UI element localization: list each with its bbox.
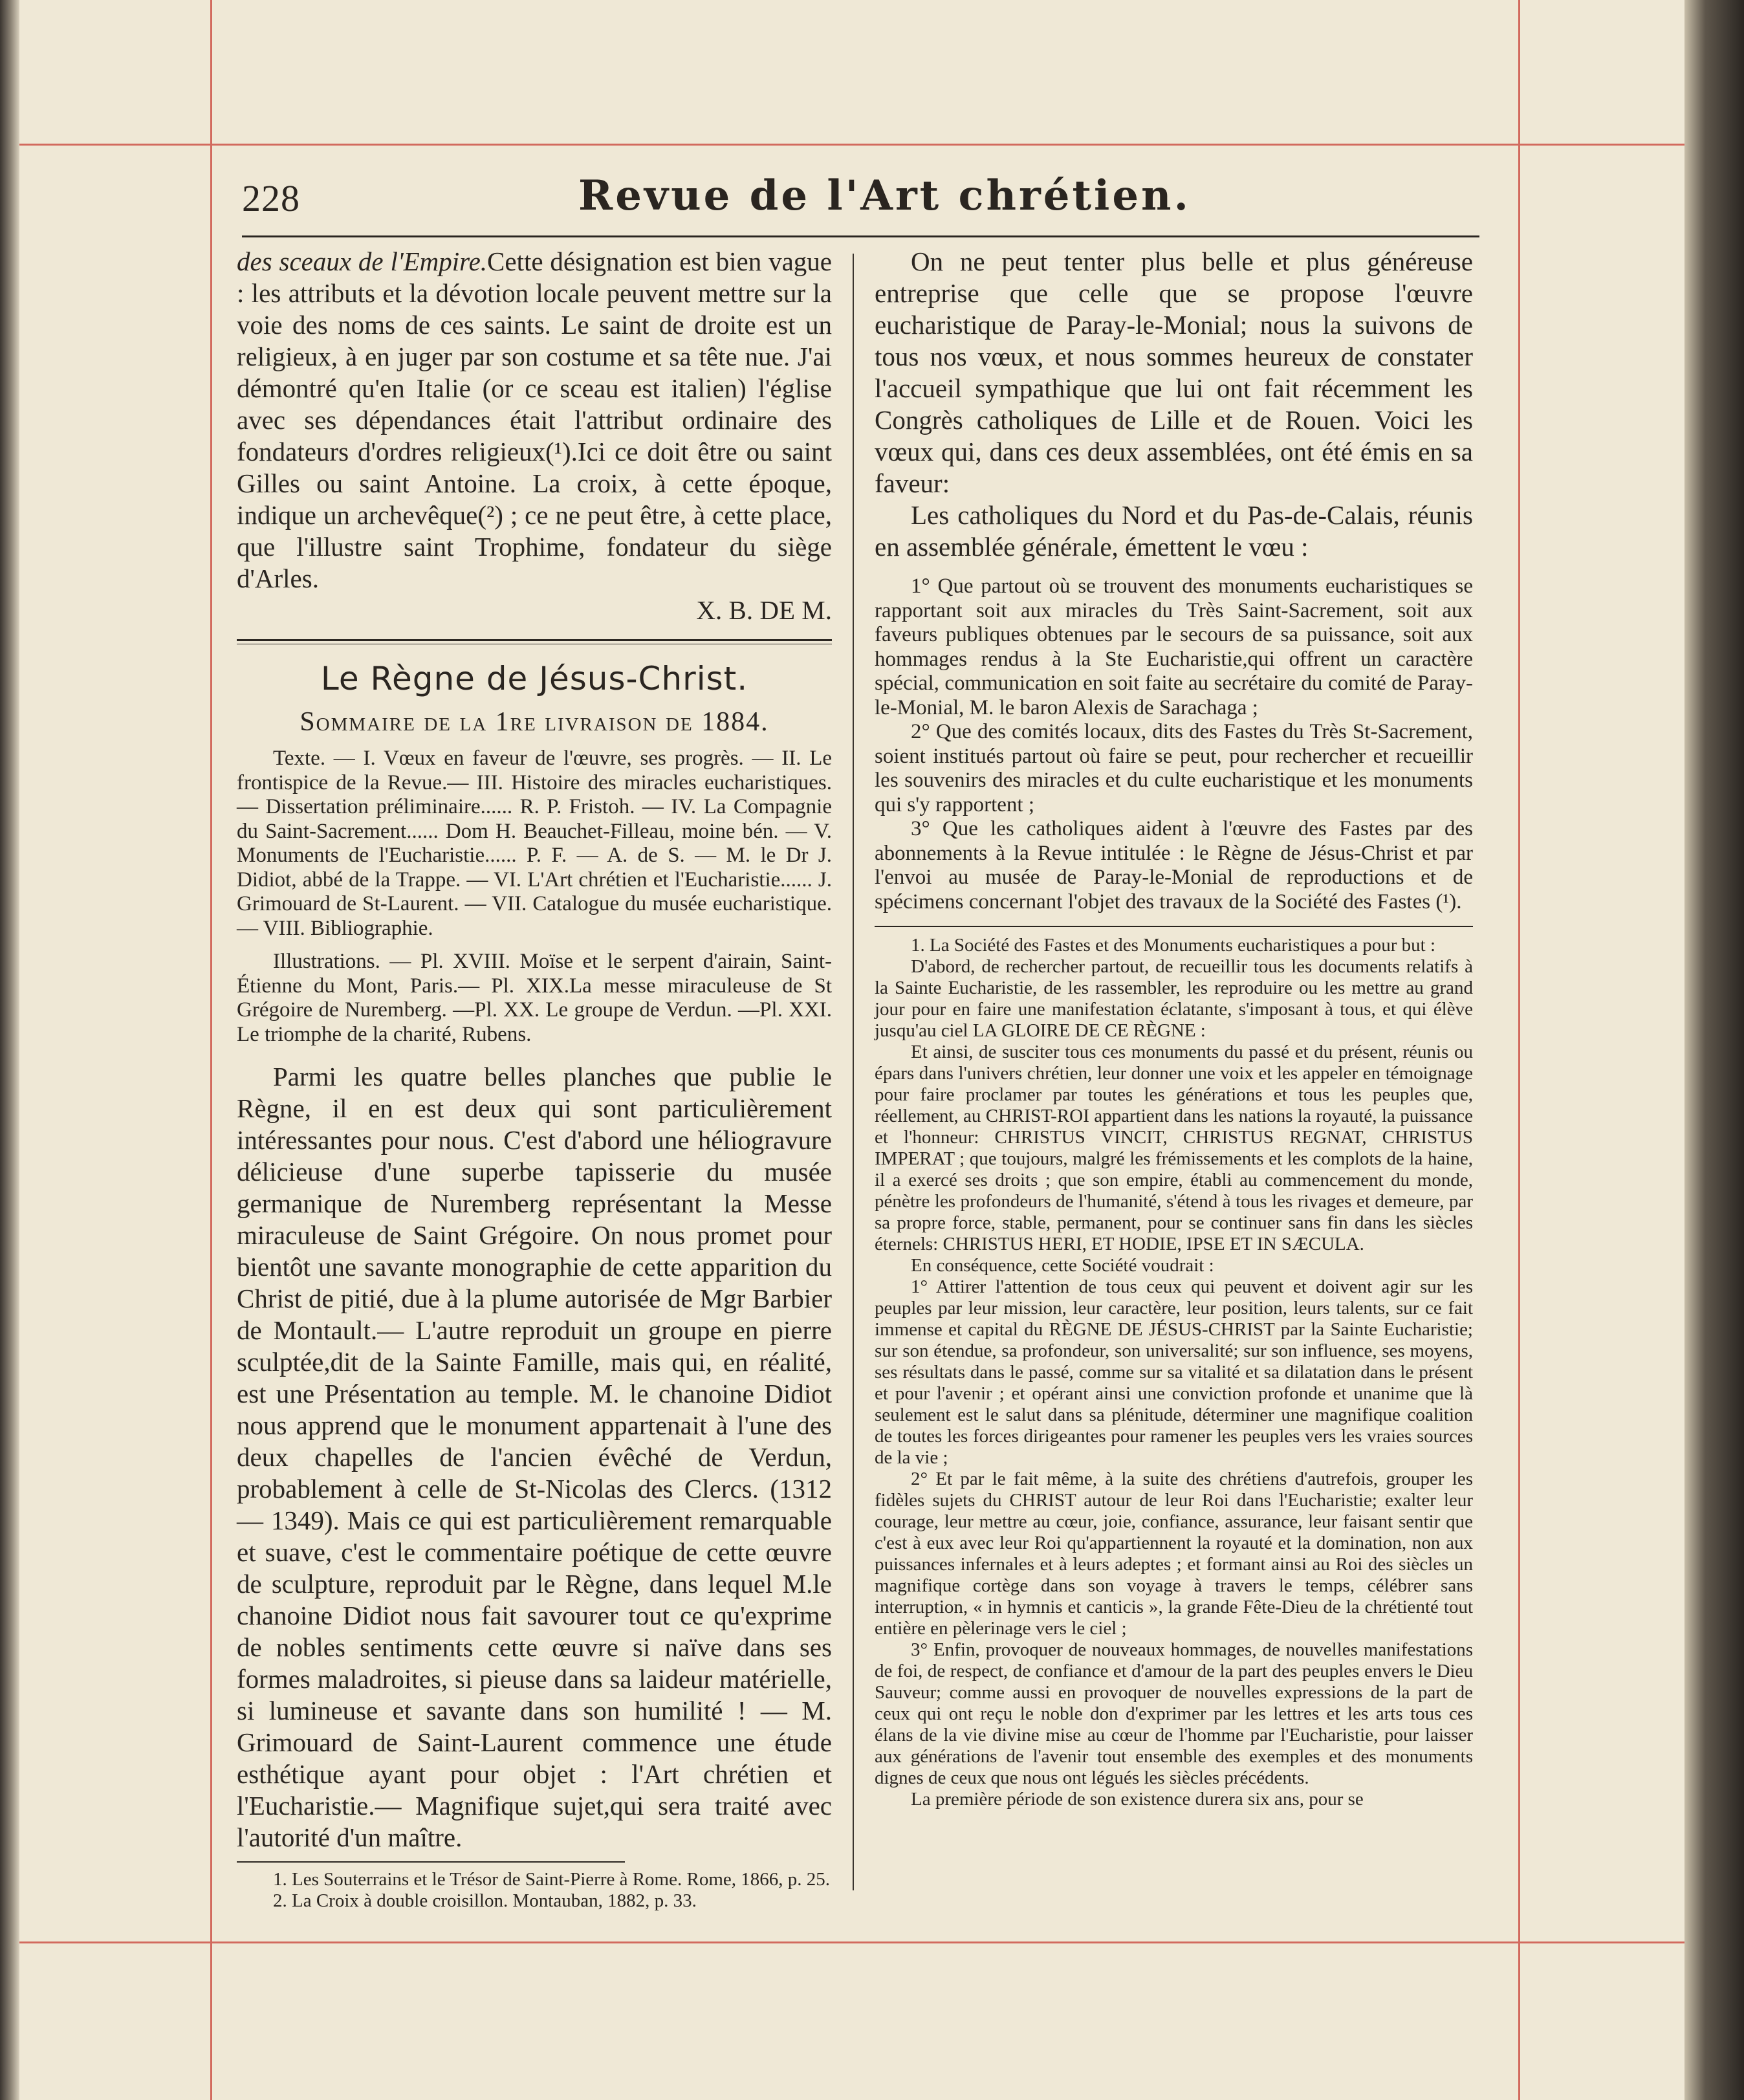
intro-paragraph (237, 246, 832, 595)
frame-rule-top (19, 144, 1684, 146)
footnote-2: 2. La Croix à double croisillon. Montauban, 1882, p. 33. (273, 1890, 697, 1911)
note-4: En conséquence, cette Société voudrait : (911, 1255, 1214, 1276)
author-signature: X. B. DE M. (696, 595, 832, 625)
column-divider (853, 254, 854, 1890)
footnote-rule (237, 1861, 625, 1863)
wish-1: 1° Que partout où se trouvent des monuments eucharistiques se rapportant soit aux miracles du Très Saint-Sacrement, soit aux faveurs publiques obtenues par le secours de sa puissance, soit aux hommages rendus à la Ste Eucharistie,qui offrent un caractère spécial, communication en soit faite au secrétaire du comité de Paray-le-Monial, M. le baron Alexis de Sarachaga ; (875, 574, 1473, 719)
header-rule (242, 235, 1479, 237)
section-title: Le Règne de Jésus-Christ. (320, 660, 748, 697)
note-2: D'abord, de rechercher partout, de recueillir tous les documents relatifs à la Sainte Eucharistie, de les rassembler, les reproduire ou les mettre au grand jour pour en faire une manifestation éclatante, s'imposant à tous, et qui élève jusqu'au ciel LA GLOIRE DE CE RÈGNE : (875, 956, 1473, 1041)
note-6: 2° Et par le fait même, à la suite des chrétiens d'autrefois, grouper les fidèles sujets du CHRIST autour de leur Roi dans l'Eucharistie; exalter leur courage, leur mettre au cœur, joie, confiance, assurance, leur faisant sentir que c'est à eux avec leur Roi qu'appartiennent la royauté et la domination, non aux puissances infernales et à leurs adeptes ; et formant ainsi au Roi des siècles un magnifique cortège dans son voyage à travers le temps, célébrer sans interruption, « in hymnis et canticis », la grande Fête-Dieu de la chrétienté tout entière en pèlerinage vers le ciel ; (875, 1469, 1473, 1639)
frame-rule-bottom (19, 1941, 1684, 1943)
note-3: Et ainsi, de susciter tous ces monuments du passé et du présent, réunis ou épars dans l'univers chrétien, leur donner une voix et les appeler en témoignage pour faire proclamer par toutes les générations et tous les peuples que, réellement, au CHRIST-ROI appartient dans les nations la royauté, la puissance et l'honneur: CHRISTUS VINCIT, CHRISTUS REGNAT, CHRISTUS IMPERAT ; que toujours, malgré les frémissements et les complots de la haine, il a exercé ses droits ; que son empire, établi au commencement du monde, pénètre les profondeurs de l'humanité, s'étend à tous les rivages et demeure, par sa propre force, stable, permanent, pour se continuer sans fin dans les siècles éternels: CHRISTUS HERI, ET HODIE, IPSE ET IN SÆCULA. (875, 1042, 1473, 1254)
note-7: 3° Enfin, provoquer de nouveaux hommages, de nouvelles manifestations de foi, de respect, de confiance et d'amour de la part des peuples envers le Dieu Sauveur; comme aussi en provoquer de nouvelles expressions de la part de ceux qui ont reçu le noble don d'exprimer par les lettres et les arts tous ces élans de la vie divine mise au cœur de l'homme par l'Eucharistie, pour laisser aux générations de l'avenir tout ensemble des exemples et des monuments dignes de ceux que nous ont légués les siècles précédents. (875, 1639, 1473, 1788)
left-column (237, 246, 832, 1912)
scan-edge-right (1684, 0, 1744, 2100)
right-paragraph-2: Les catholiques du Nord et du Pas-de-Calais, réunis en assemblée générale, émettent le vœu : (875, 500, 1473, 562)
frame-rule-left (210, 0, 212, 2100)
section-subtitle: Sommaire de la 1re livraison de 1884. (300, 707, 769, 737)
signature-line (237, 595, 832, 626)
summary-illustrations: Illustrations. — Pl. XVIII. Moïse et le serpent d'airain, Saint-Étienne du Mont, Paris.— Pl. XIX.La messe miraculeuse de St Grégoire de Nuremberg. —Pl. XX. Le groupe de Verdun. —Pl. XXI. Le triomphe de la charité, Rubens. (237, 950, 832, 1046)
intro-italic: des sceaux de l'Empire. (237, 246, 488, 276)
note-1: 1. La Société des Fastes et des Monuments eucharistiques a pour but : (911, 935, 1436, 956)
page-number: 228 (242, 177, 300, 219)
summary-texte: Texte. — I. Vœux en faveur de l'œuvre, ses progrès. — II. Le frontispice de la Revue.— III. Histoire des miracles eucharistiques. — Dissertation préliminaire...... R. P. Fristoh. — IV. La Compagnie du Saint-Sacrement...... Dom H. Beauchet-Filleau, moine bén. — V. Monuments de l'Eucharistie...... P. F. — A. de S. — M. le Dr J. Didiot, abbé de la Trappe. — VI. L'Art chrétien et l'Eucharistie...... J. Grimouard de St-Laurent. — VII. Catalogue du musée eucharistique. — VIII. Bibliographie. (237, 747, 832, 940)
wish-2: 2° Que des comités locaux, dits des Fastes du Très St-Sacrement, soient institués partout où faire se peut, pour rechercher et recueillir les souvenirs des miracles et du culte eucharistique et les monuments qui s'y rapportent ; (875, 720, 1473, 816)
scan-edge-left (0, 0, 19, 2100)
note-8: La première période de son existence durera six ans, pour se (911, 1789, 1364, 1810)
body-paragraph: Parmi les quatre belles planches que publie le Règne, il en est deux qui sont particulièrement intéressantes pour nous. C'est d'abord une héliogravure délicieuse d'une superbe tapisserie du musée germanique de Nuremberg représentant la Messe miraculeuse de Saint Grégoire. On nous promet pour bientôt une savante monographie de cette apparition du Christ de pitié, due à la plume autorisée de Mgr Barbier de Montault.— L'autre reproduit un groupe en pierre sculptée,dit de la Sainte Famille, mais qui, en réalité, est une Présentation au temple. M. le chanoine Didiot nous apprend que le monument appartenait à l'une des deux chapelles de l'ancien évêché de Verdun, probablement à celle de St-Nicolas des Clercs. (1312 — 1349). Mais ce qui est particulièrement remarquable et suave, c'est le commentaire poétique de cette œuvre de sculpture, reproduit par le Règne, dans lequel M.le chanoine Didiot nous fait savourer tout ce qu'exprime de nobles sentiments cette œuvre si naïve dans ses formes maladroites, si pieuse dans sa laideur matérielle, si lumineuse et savante dans son humilité ! — M. Grimouard de Saint-Laurent commence une étude esthétique ayant pour objet : l'Art chrétien et l'Eucharistie.— Magnifique sujet,qui sera traité avec l'autorité d'un maître. (237, 1062, 832, 1852)
section-rule (237, 639, 832, 644)
wish-3: 3° Que les catholiques aident à l'œuvre des Fastes par des abonnements à la Revue intitulée : le Règne de Jésus-Christ et par l'envoi au musée de Paray-le-Monial de reproductions et de spécimens concernant l'objet des travaux de la Société des Fastes (¹). (875, 817, 1473, 913)
page-header (242, 171, 1479, 236)
frame-rule-right (1518, 0, 1520, 2100)
right-paragraph-1: On ne peut tenter plus belle et plus généreuse entreprise que celle que se propose l'œuvre eucharistique de Paray-le-Monial; nous la suivons de tous nos vœux, et nous sommes heureux de constater l'accueil sympathique que lui ont fait récemment les Congrès catholiques de Lille et de Rouen. Voici les vœux qui, dans ces deux assemblées, ont été émis en sa faveur: (875, 246, 1473, 498)
note-5: 1° Attirer l'attention de tous ceux qui peuvent et doivent agir sur les peuples par leur mission, leur caractère, leur position, leurs talents, sur ce fait immense et capital du RÈGNE DE JÉSUS-CHRIST par la Sainte Eucharistie; sur son étendue, sa profondeur, son universalité; sur son influence, ses moyens, ses résultats dans le passé, comme sur sa vitalité et sa dilatation dans le présent et pour l'avenir ; et opérant ainsi une conviction profonde et unanime que là seulement est le salut dans sa plénitude, déterminer une magnifique coalition de toutes les forces dirigeantes pour ramener les peuples vers les vraies sources de la vie ; (875, 1276, 1473, 1468)
running-title: Revue de l'Art chrétien. (578, 171, 1191, 220)
right-column (875, 246, 1473, 1810)
intro-text: Cette désignation est bien vague : les attributs et la dévotion locale peuvent mettre sur la voie des noms de ces saints. Le saint de droite est un religieux, à en juger par son costume et sa tête nue. J'ai démontré qu'en Italie (or ce sceau est italien) l'église avec ses dépendances était l'attribut ordinaire des fondateurs d'ordres religieux(¹).Ici ce doit être ou saint Gilles ou saint Antoine. La croix, à cette époque, indique un archevêque(²) ; ce ne peut être, à cette place, que l'illustre saint Trophime, fondateur du siège d'Arles. (237, 246, 832, 593)
footnote-1: 1. Les Souterrains et le Trésor de Saint-Pierre à Rome. Rome, 1866, p. 25. (273, 1869, 831, 1890)
right-footnote-rule (875, 926, 1473, 927)
